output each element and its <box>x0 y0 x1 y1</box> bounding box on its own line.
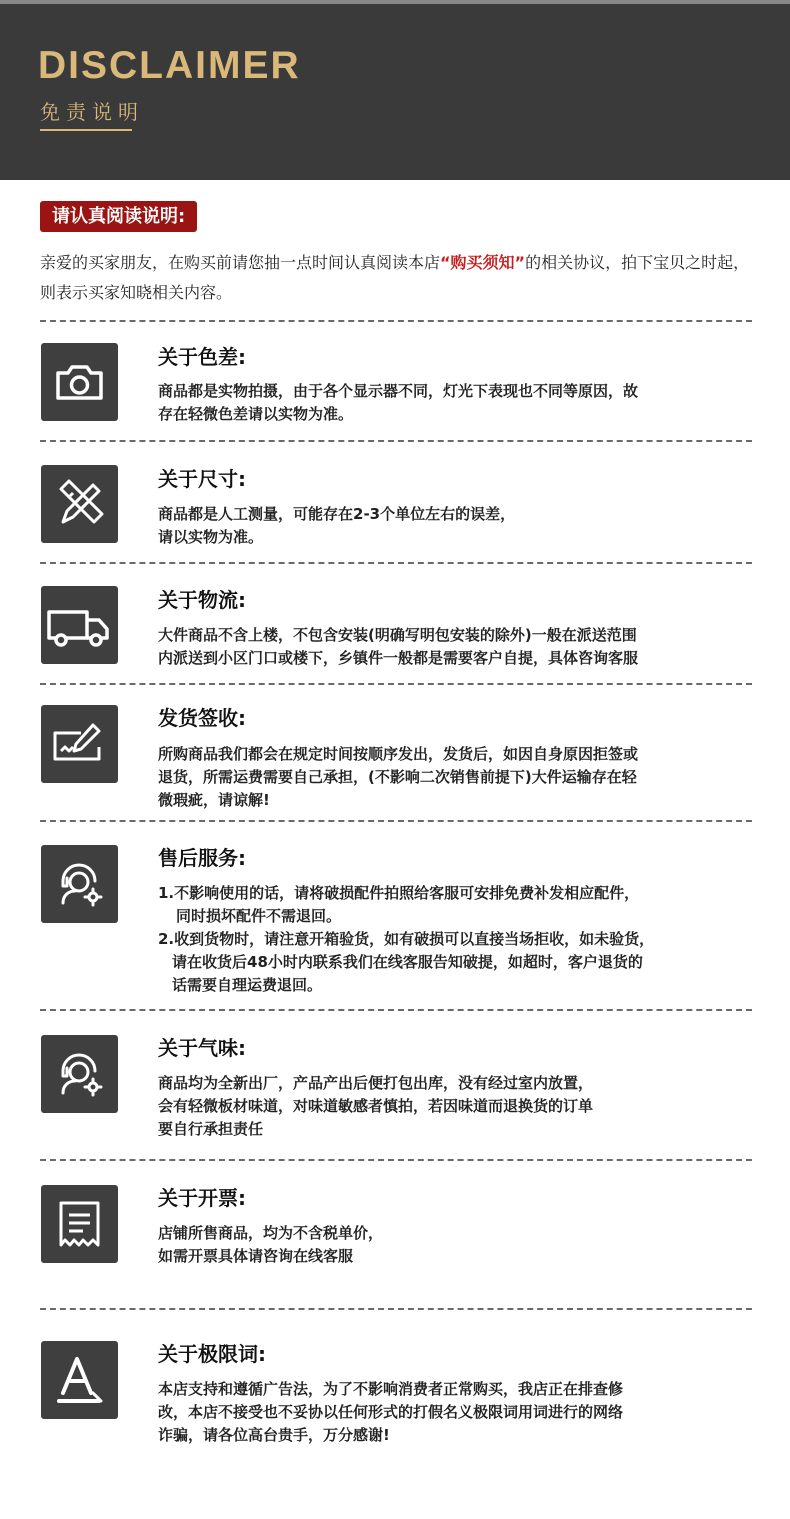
section-body-color <box>158 380 758 426</box>
section-body-odor <box>158 1072 758 1141</box>
body-line: 店铺所售商品，均为不含税单价， <box>158 1224 384 1242</box>
header-title-cn: 免责说明 <box>40 100 144 124</box>
intro-text-after: 的相关协议，拍下宝贝之时起，则表示买家知晓相关内容。 <box>40 253 750 302</box>
section-body-invoice <box>158 1222 758 1268</box>
divider <box>40 320 752 322</box>
body-line: 同时损坏配件不需退回。 <box>176 907 342 925</box>
section-body-after-sales <box>158 882 758 997</box>
disclaimer-header <box>0 0 790 180</box>
signature-icon <box>41 705 118 783</box>
body-line: 本店支持和遵循广告法，为了不影响消费者正常购买，我店正在排查修 <box>158 1380 624 1398</box>
section-title-after-sales: 售后服务: <box>158 846 246 870</box>
section-body-delivery <box>158 743 758 812</box>
support-agent-icon <box>41 1035 118 1113</box>
header-underline <box>40 129 132 131</box>
notice-intro <box>40 248 755 308</box>
body-line: 商品都是实物拍摄，由于各个显示器不同，灯光下表现也不同等原因，故 <box>158 382 639 400</box>
body-line: 商品均为全新出厂，产品产出后便打包出库，没有经过室内放置， <box>158 1074 594 1092</box>
camera-icon <box>41 343 118 421</box>
intro-highlight: “购买须知” <box>440 253 526 272</box>
body-line: 诈骗，请各位高台贵手，万分感谢! <box>158 1426 390 1444</box>
section-title-logistics: 关于物流: <box>158 588 246 612</box>
ruler-pencil-icon <box>41 465 118 543</box>
truck-icon <box>41 586 118 664</box>
section-title-extreme-words: 关于极限词: <box>158 1342 266 1366</box>
section-body-size <box>158 503 758 549</box>
divider <box>40 1308 752 1310</box>
body-line: 话需要自理运费退回。 <box>172 976 323 994</box>
body-line: 商品都是人工测量，可能存在2-3个单位左右的误差， <box>158 505 516 523</box>
section-body-logistics <box>158 624 758 670</box>
section-title-color: 关于色差: <box>158 345 246 369</box>
body-line: 要自行承担责任 <box>158 1120 264 1138</box>
section-title-delivery: 发货签收: <box>158 706 246 730</box>
notice-tag: 请认真阅读说明: <box>40 201 197 232</box>
body-line: 如需开票具体请咨询在线客服 <box>158 1247 354 1265</box>
receipt-icon <box>41 1185 118 1263</box>
section-title-invoice: 关于开票: <box>158 1186 246 1210</box>
header-top-line <box>0 0 790 4</box>
body-line: 2.收到货物时，请注意开箱验货，如有破损可以直接当场拒收，如未验货， <box>158 930 655 948</box>
body-line: 请以实物为准。 <box>158 528 264 546</box>
body-line: 内派送到小区门口或楼下，乡镇件一般都是需要客户自提，具体咨询客服 <box>158 649 639 667</box>
divider <box>40 1009 752 1011</box>
body-line: 微瑕疵，请谅解! <box>158 791 270 809</box>
divider <box>40 562 752 564</box>
body-line: 会有轻微板材味道，对味道敏感者慎拍，若因味道而退换货的订单 <box>158 1097 594 1115</box>
section-body-extreme-words <box>158 1378 758 1447</box>
body-line: 1.不影响使用的话，请将破损配件拍照给客服可安排免费补发相应配件， <box>158 884 640 902</box>
intro-text-before: 亲爱的买家朋友，在购买前请您抽一点时间认真阅读本店 <box>40 253 441 272</box>
section-title-odor: 关于气味: <box>158 1036 246 1060</box>
body-line: 退货，所需运费需要自己承担，(不影响二次销售前提下)大件运输存在轻 <box>158 768 637 786</box>
section-title-size: 关于尺寸: <box>158 467 246 491</box>
divider <box>40 440 752 442</box>
body-line: 改，本店不接受也不妥协以任何形式的打假名义极限词用词进行的网络 <box>158 1403 624 1421</box>
body-line: 所购商品我们都会在规定时间按顺序发出，发货后，如因自身原因拒签或 <box>158 745 639 763</box>
header-title-en: DISCLAIMER <box>38 44 301 87</box>
letter-a-icon <box>41 1341 118 1419</box>
body-line: 请在收货后48小时内联系我们在线客服告知破提，如超时，客户退货的 <box>172 953 643 971</box>
support-agent-icon <box>41 845 118 923</box>
divider <box>40 1159 752 1161</box>
divider <box>40 683 752 685</box>
body-line: 大件商品不含上楼，不包含安装(明确写明包安装的除外)一般在派送范围 <box>158 626 637 644</box>
divider <box>40 820 752 822</box>
body-line: 存在轻微色差请以实物为准。 <box>158 405 354 423</box>
